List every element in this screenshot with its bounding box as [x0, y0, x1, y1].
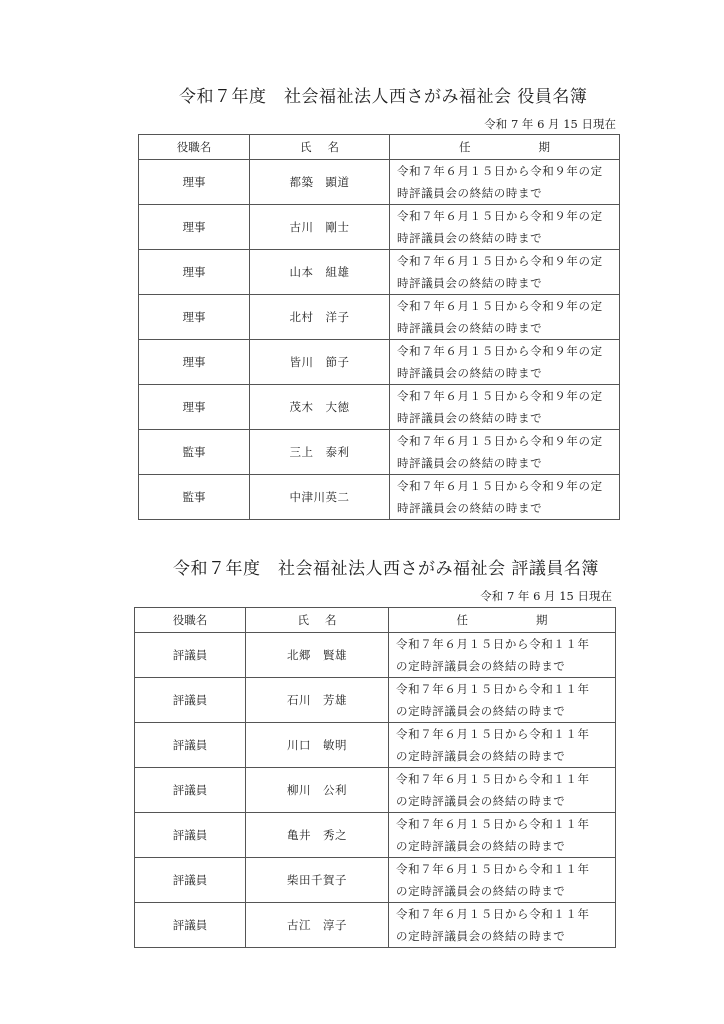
- councilors-header-row: [135, 608, 616, 633]
- officers-table: [138, 134, 620, 520]
- term-cell: 令和７年６月１５日から令和９年の定 時評議員会の終結の時まで: [390, 160, 620, 205]
- table-row: [135, 813, 616, 858]
- table-row: [135, 903, 616, 948]
- table-row: [139, 295, 620, 340]
- role-cell: 理事: [139, 250, 250, 295]
- term-cell: 令和７年６月１５日から令和９年の定 時評議員会の終結の時まで: [390, 205, 620, 250]
- name-cell: 中津川英二: [250, 475, 390, 520]
- term-cell: 令和７年６月１５日から令和９年の定 時評議員会の終結の時まで: [390, 475, 620, 520]
- term-cell: 令和７年６月１５日から令和１１年 の定時評議員会の終結の時まで: [389, 903, 616, 948]
- role-cell: 評議員: [135, 813, 246, 858]
- role-cell: 評議員: [135, 633, 246, 678]
- term-cell: 令和７年６月１５日から令和１１年 の定時評議員会の終結の時まで: [389, 678, 616, 723]
- name-cell: 茂木 大徳: [250, 385, 390, 430]
- table-row: [139, 385, 620, 430]
- table-row: [139, 475, 620, 520]
- name-cell: 北村 洋子: [250, 295, 390, 340]
- role-cell: 評議員: [135, 723, 246, 768]
- term-cell: 令和７年６月１５日から令和１１年 の定時評議員会の終結の時まで: [389, 813, 616, 858]
- term-cell: 令和７年６月１５日から令和１１年 の定時評議員会の終結の時まで: [389, 858, 616, 903]
- name-cell: 都築 顕道: [250, 160, 390, 205]
- table-row: [139, 340, 620, 385]
- table-row: [139, 430, 620, 475]
- term-cell: 令和７年６月１５日から令和９年の定 時評議員会の終結の時まで: [390, 385, 620, 430]
- role-cell: 理事: [139, 205, 250, 250]
- role-cell: 理事: [139, 385, 250, 430]
- name-cell: 北郷 賢雄: [246, 633, 389, 678]
- officers-header-row: [139, 135, 620, 160]
- table-row: [135, 858, 616, 903]
- role-cell: 評議員: [135, 858, 246, 903]
- councilors-as-of-date: 令和 7 年 6 月 15 日現在: [480, 589, 612, 603]
- name-cell: 亀井 秀之: [246, 813, 389, 858]
- header-term: 任 期: [389, 608, 616, 633]
- name-cell: 柴田千賀子: [246, 858, 389, 903]
- role-cell: 監事: [139, 430, 250, 475]
- term-cell: 令和７年６月１５日から令和１１年 の定時評議員会の終結の時まで: [389, 768, 616, 813]
- term-cell: 令和７年６月１５日から令和９年の定 時評議員会の終結の時まで: [390, 430, 620, 475]
- name-cell: 古川 剛士: [250, 205, 390, 250]
- name-cell: 三上 泰利: [250, 430, 390, 475]
- term-cell: 令和７年６月１５日から令和１１年 の定時評議員会の終結の時まで: [389, 723, 616, 768]
- role-cell: 理事: [139, 295, 250, 340]
- header-term: 任 期: [390, 135, 620, 160]
- table-row: [139, 205, 620, 250]
- role-cell: 評議員: [135, 768, 246, 813]
- role-cell: 評議員: [135, 903, 246, 948]
- name-cell: 皆川 節子: [250, 340, 390, 385]
- header-name: 氏 名: [246, 608, 389, 633]
- councilors-table: [134, 607, 616, 948]
- table-row: [139, 160, 620, 205]
- term-cell: 令和７年６月１５日から令和１１年 の定時評議員会の終結の時まで: [389, 633, 616, 678]
- name-cell: 石川 芳雄: [246, 678, 389, 723]
- role-cell: 監事: [139, 475, 250, 520]
- table-row: [135, 768, 616, 813]
- term-cell: 令和７年６月１５日から令和９年の定 時評議員会の終結の時まで: [390, 340, 620, 385]
- role-cell: 評議員: [135, 678, 246, 723]
- officers-as-of-date: 令和 7 年 6 月 15 日現在: [484, 117, 616, 131]
- name-cell: 古江 淳子: [246, 903, 389, 948]
- table-row: [135, 678, 616, 723]
- role-cell: 理事: [139, 340, 250, 385]
- header-role: 役職名: [139, 135, 250, 160]
- table-row: [135, 633, 616, 678]
- role-cell: 理事: [139, 160, 250, 205]
- table-row: [139, 250, 620, 295]
- table-row: [135, 723, 616, 768]
- name-cell: 山本 組雄: [250, 250, 390, 295]
- header-name: 氏 名: [250, 135, 390, 160]
- name-cell: 柳川 公利: [246, 768, 389, 813]
- name-cell: 川口 敏明: [246, 723, 389, 768]
- term-cell: 令和７年６月１５日から令和９年の定 時評議員会の終結の時まで: [390, 250, 620, 295]
- officers-title: 令和７年度 社会福祉法人西さがみ福祉会 役員名簿: [179, 87, 588, 107]
- header-role: 役職名: [135, 608, 246, 633]
- councilors-title: 令和７年度 社会福祉法人西さがみ福祉会 評議員名簿: [173, 559, 599, 579]
- term-cell: 令和７年６月１５日から令和９年の定 時評議員会の終結の時まで: [390, 295, 620, 340]
